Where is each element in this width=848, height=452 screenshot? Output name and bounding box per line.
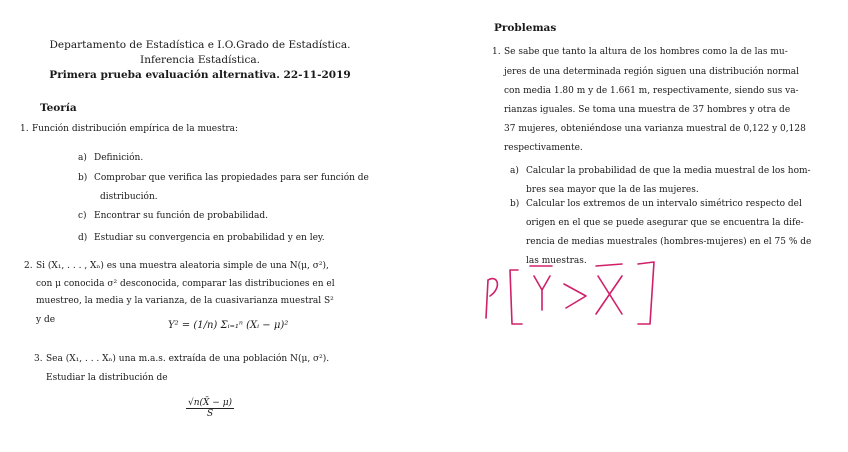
p1-a-line: Calcular la probabilidad de que la media muestral de los hom-: [526, 166, 811, 176]
q1-item-text: Encontrar su función de probabilidad.: [94, 211, 268, 221]
handwritten-x-stroke: [596, 276, 622, 314]
q3-line: Sea (X₁, . . . Xₙ) una m.a.s. extraída de una población N(μ, σ²).: [46, 354, 330, 364]
header-exam-title: Primera prueba evaluación alternativa. 22-11-2019: [49, 69, 351, 81]
handwritten-greater-than: [564, 284, 586, 308]
q1-text: Función distribución empírica de la muestra:: [32, 124, 239, 134]
q3-line: Estudiar la distribución de: [46, 373, 168, 383]
q2-formula: Y² = (1/n) Σᵢ₌₁ⁿ (Xᵢ − μ)²: [168, 320, 289, 331]
q1-item-text: Comprobar que verifica las propiedades para ser función de: [94, 173, 369, 183]
handwritten-x-bar: [596, 264, 622, 266]
p1-number: 1.: [492, 47, 501, 57]
p1-b-line: Calcular los extremos de un intervalo simétrico respecto del: [526, 199, 802, 209]
theory-title: Teoría: [40, 102, 77, 114]
header-department: Departamento de Estadística e I.O.Grado de Estadística.: [49, 39, 351, 51]
q3-formula-denominator: S: [206, 409, 214, 419]
q2-line: muestreo, la media y la varianza, de la cuasivarianza muestral S²: [36, 296, 334, 306]
handwritten-left-bracket: [510, 270, 522, 324]
p1-line: rianzas iguales. Se toma una muestra de 37 hombres y otra de: [504, 105, 791, 115]
handwritten-p-bowl: [488, 279, 497, 296]
header-course: Inferencia Estadística.: [140, 54, 260, 66]
q1-item-text: Estudiar su convergencia en probabilidad y en ley.: [94, 233, 325, 243]
p1-a-label: a): [510, 166, 519, 176]
handwritten-annotation: [478, 258, 688, 338]
p1-b-line: rencia de medias muestrales (hombres-mujeres) en el 75 % de: [526, 237, 812, 247]
p1-line: respectivamente.: [504, 143, 583, 153]
handwritten-y-stroke: [534, 276, 550, 310]
handwritten-right-bracket: [638, 262, 654, 324]
q2-line: y de: [36, 315, 56, 325]
q1-item-label: a): [78, 153, 87, 163]
q1-item-text: distribución.: [100, 192, 158, 202]
p1-b-line: origen en el que se puede asegurar que se encuentra la dife-: [526, 218, 804, 228]
q3-formula-numerator: √n(X̄ − μ): [188, 398, 233, 408]
p1-a-line: bres sea mayor que la de las mujeres.: [526, 185, 699, 195]
p1-b-line: las muestras.: [526, 256, 587, 266]
p1-b-label: b): [510, 199, 520, 209]
problems-page: [480, 0, 848, 452]
p1-line: Se sabe que tanto la altura de los hombres como la de las mu-: [504, 47, 788, 57]
theory-page: [0, 0, 400, 452]
handwritten-p-stroke: [486, 280, 488, 318]
q1-item-text: Definición.: [94, 153, 144, 163]
p1-line: jeres de una determinada región siguen una distribución normal: [504, 67, 799, 77]
q2-number: 2.: [24, 261, 33, 271]
q1-number: 1.: [20, 124, 29, 134]
p1-line: con media 1.80 m y de 1.661 m, respectivamente, siendo sus va-: [504, 86, 799, 96]
q1-item-label: d): [78, 233, 88, 243]
q3-formula: [186, 398, 234, 419]
p1-line: 37 mujeres, obteniéndose una varianza muestral de 0,122 y 0,128: [504, 124, 806, 134]
q3-number: 3.: [34, 354, 43, 364]
q2-line: con μ conocida σ² desconocida, comparar las distribuciones en el: [36, 279, 335, 289]
problems-title: Problemas: [494, 22, 557, 34]
q1-item-label: b): [78, 173, 88, 183]
q2-line: Si (X₁, . . . , Xₙ) es una muestra aleatoria simple de una N(μ, σ²),: [36, 261, 329, 271]
q1-item-label: c): [78, 211, 87, 221]
